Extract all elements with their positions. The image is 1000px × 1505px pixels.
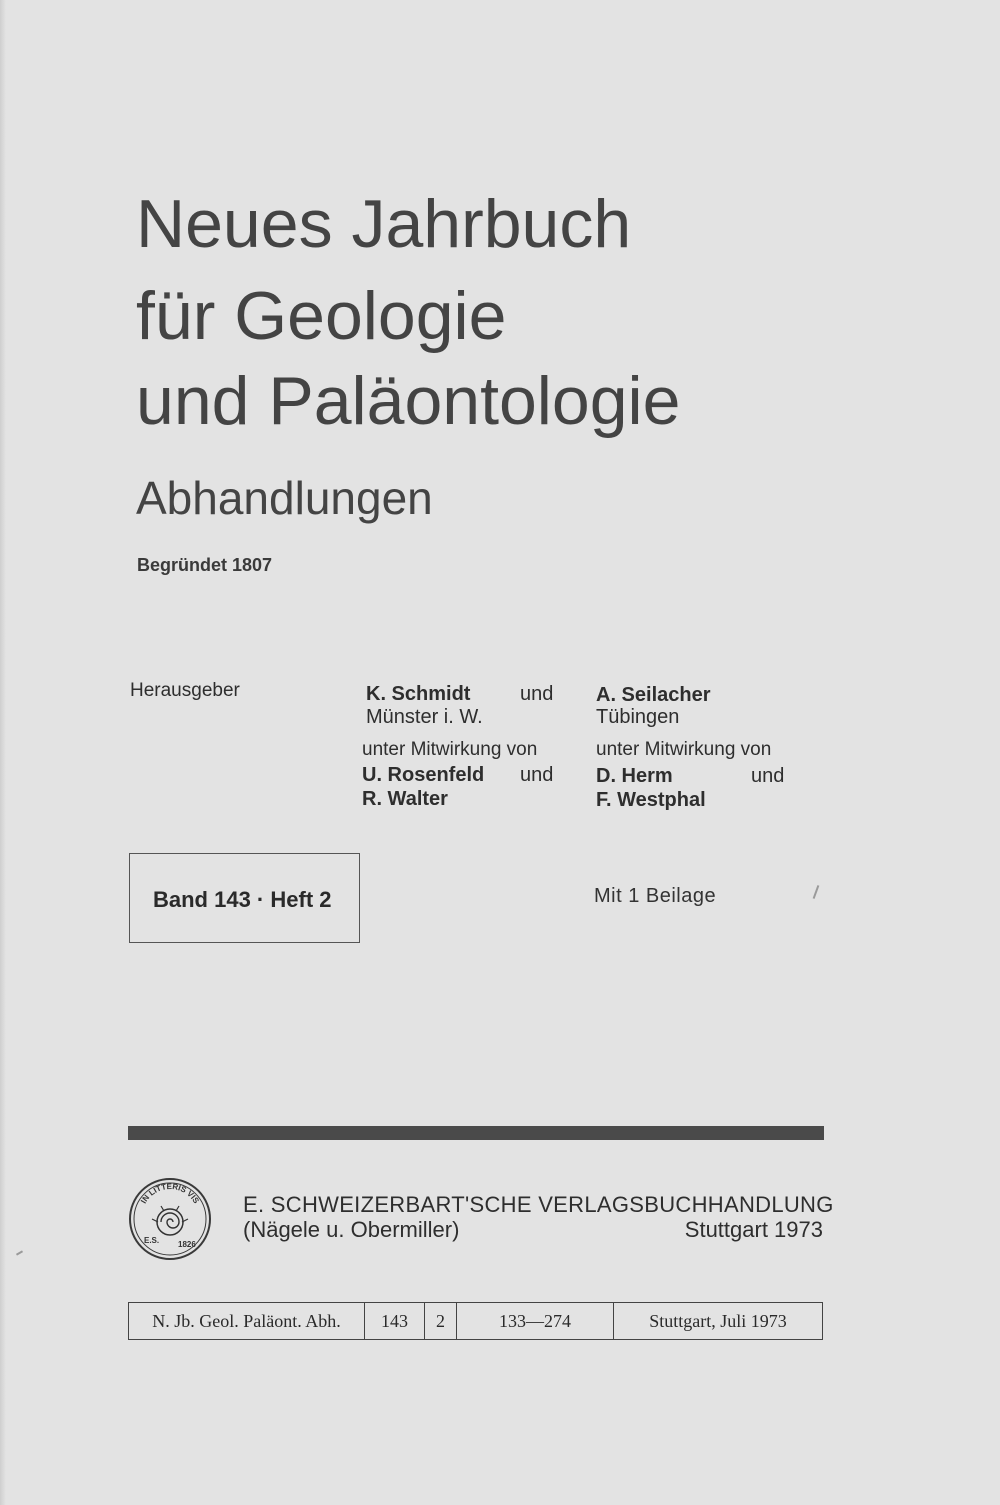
citation-place-date: Stuttgart, Juli 1973 — [649, 1310, 787, 1331]
issue-label: Band 143 · Heft 2 — [153, 887, 332, 912]
supplement-note: Mit 1 Beilage — [594, 885, 717, 907]
scan-speck — [813, 885, 820, 899]
citation-volume: 143 — [365, 1303, 425, 1339]
publisher-name: E. SCHWEIZERBART'SCHE VERLAGSBUCHHANDLUNG — [243, 1192, 834, 1217]
contributor-1a: U. Rosenfeld — [362, 764, 485, 786]
subtitle: Abhandlungen — [136, 472, 433, 524]
title-line-3: und Paläontologie — [136, 363, 681, 439]
editors-label: Herausgeber — [130, 680, 240, 701]
title-line-2: für Geologie — [136, 278, 507, 354]
citation-number: 2 — [425, 1303, 457, 1339]
editor-2-city: Tübingen — [596, 706, 680, 728]
cooperation-label-2: unter Mitwirkung von — [596, 739, 772, 760]
cooperation-label-1: unter Mitwirkung von — [362, 739, 538, 760]
scan-edge-shadow — [0, 0, 6, 1505]
contributor-2b: F. Westphal — [596, 789, 706, 811]
editor-1-city: Münster i. W. — [366, 706, 483, 728]
and-3: und — [751, 765, 785, 787]
citation-journal: N. Jb. Geol. Paläont. Abh. — [129, 1303, 365, 1339]
seal-motto: IN LITTERIS VIS — [139, 1181, 201, 1206]
seal-initials: E.S. — [144, 1236, 160, 1245]
editor-1-name: K. Schmidt — [366, 683, 471, 705]
publisher-seal-icon — [128, 1177, 212, 1261]
founded-year: Begründet 1807 — [137, 555, 273, 575]
divider-bar — [128, 1126, 824, 1140]
publisher-place-year: Stuttgart 1973 — [684, 1217, 823, 1242]
title-line-1: Neues Jahrbuch — [136, 186, 632, 262]
seal-year: 1826 — [178, 1240, 196, 1249]
editor-2-name: A. Seilacher — [596, 684, 711, 706]
and-1: und — [520, 683, 554, 705]
citation-strip — [128, 1302, 823, 1340]
contributor-1b: R. Walter — [362, 788, 448, 810]
publisher-owners: (Nägele u. Obermiller) — [243, 1217, 460, 1242]
citation-pages: 133—274 — [457, 1303, 614, 1339]
scan-speck — [16, 1250, 23, 1255]
contributor-2a: D. Herm — [596, 765, 673, 787]
and-2: und — [520, 764, 554, 786]
